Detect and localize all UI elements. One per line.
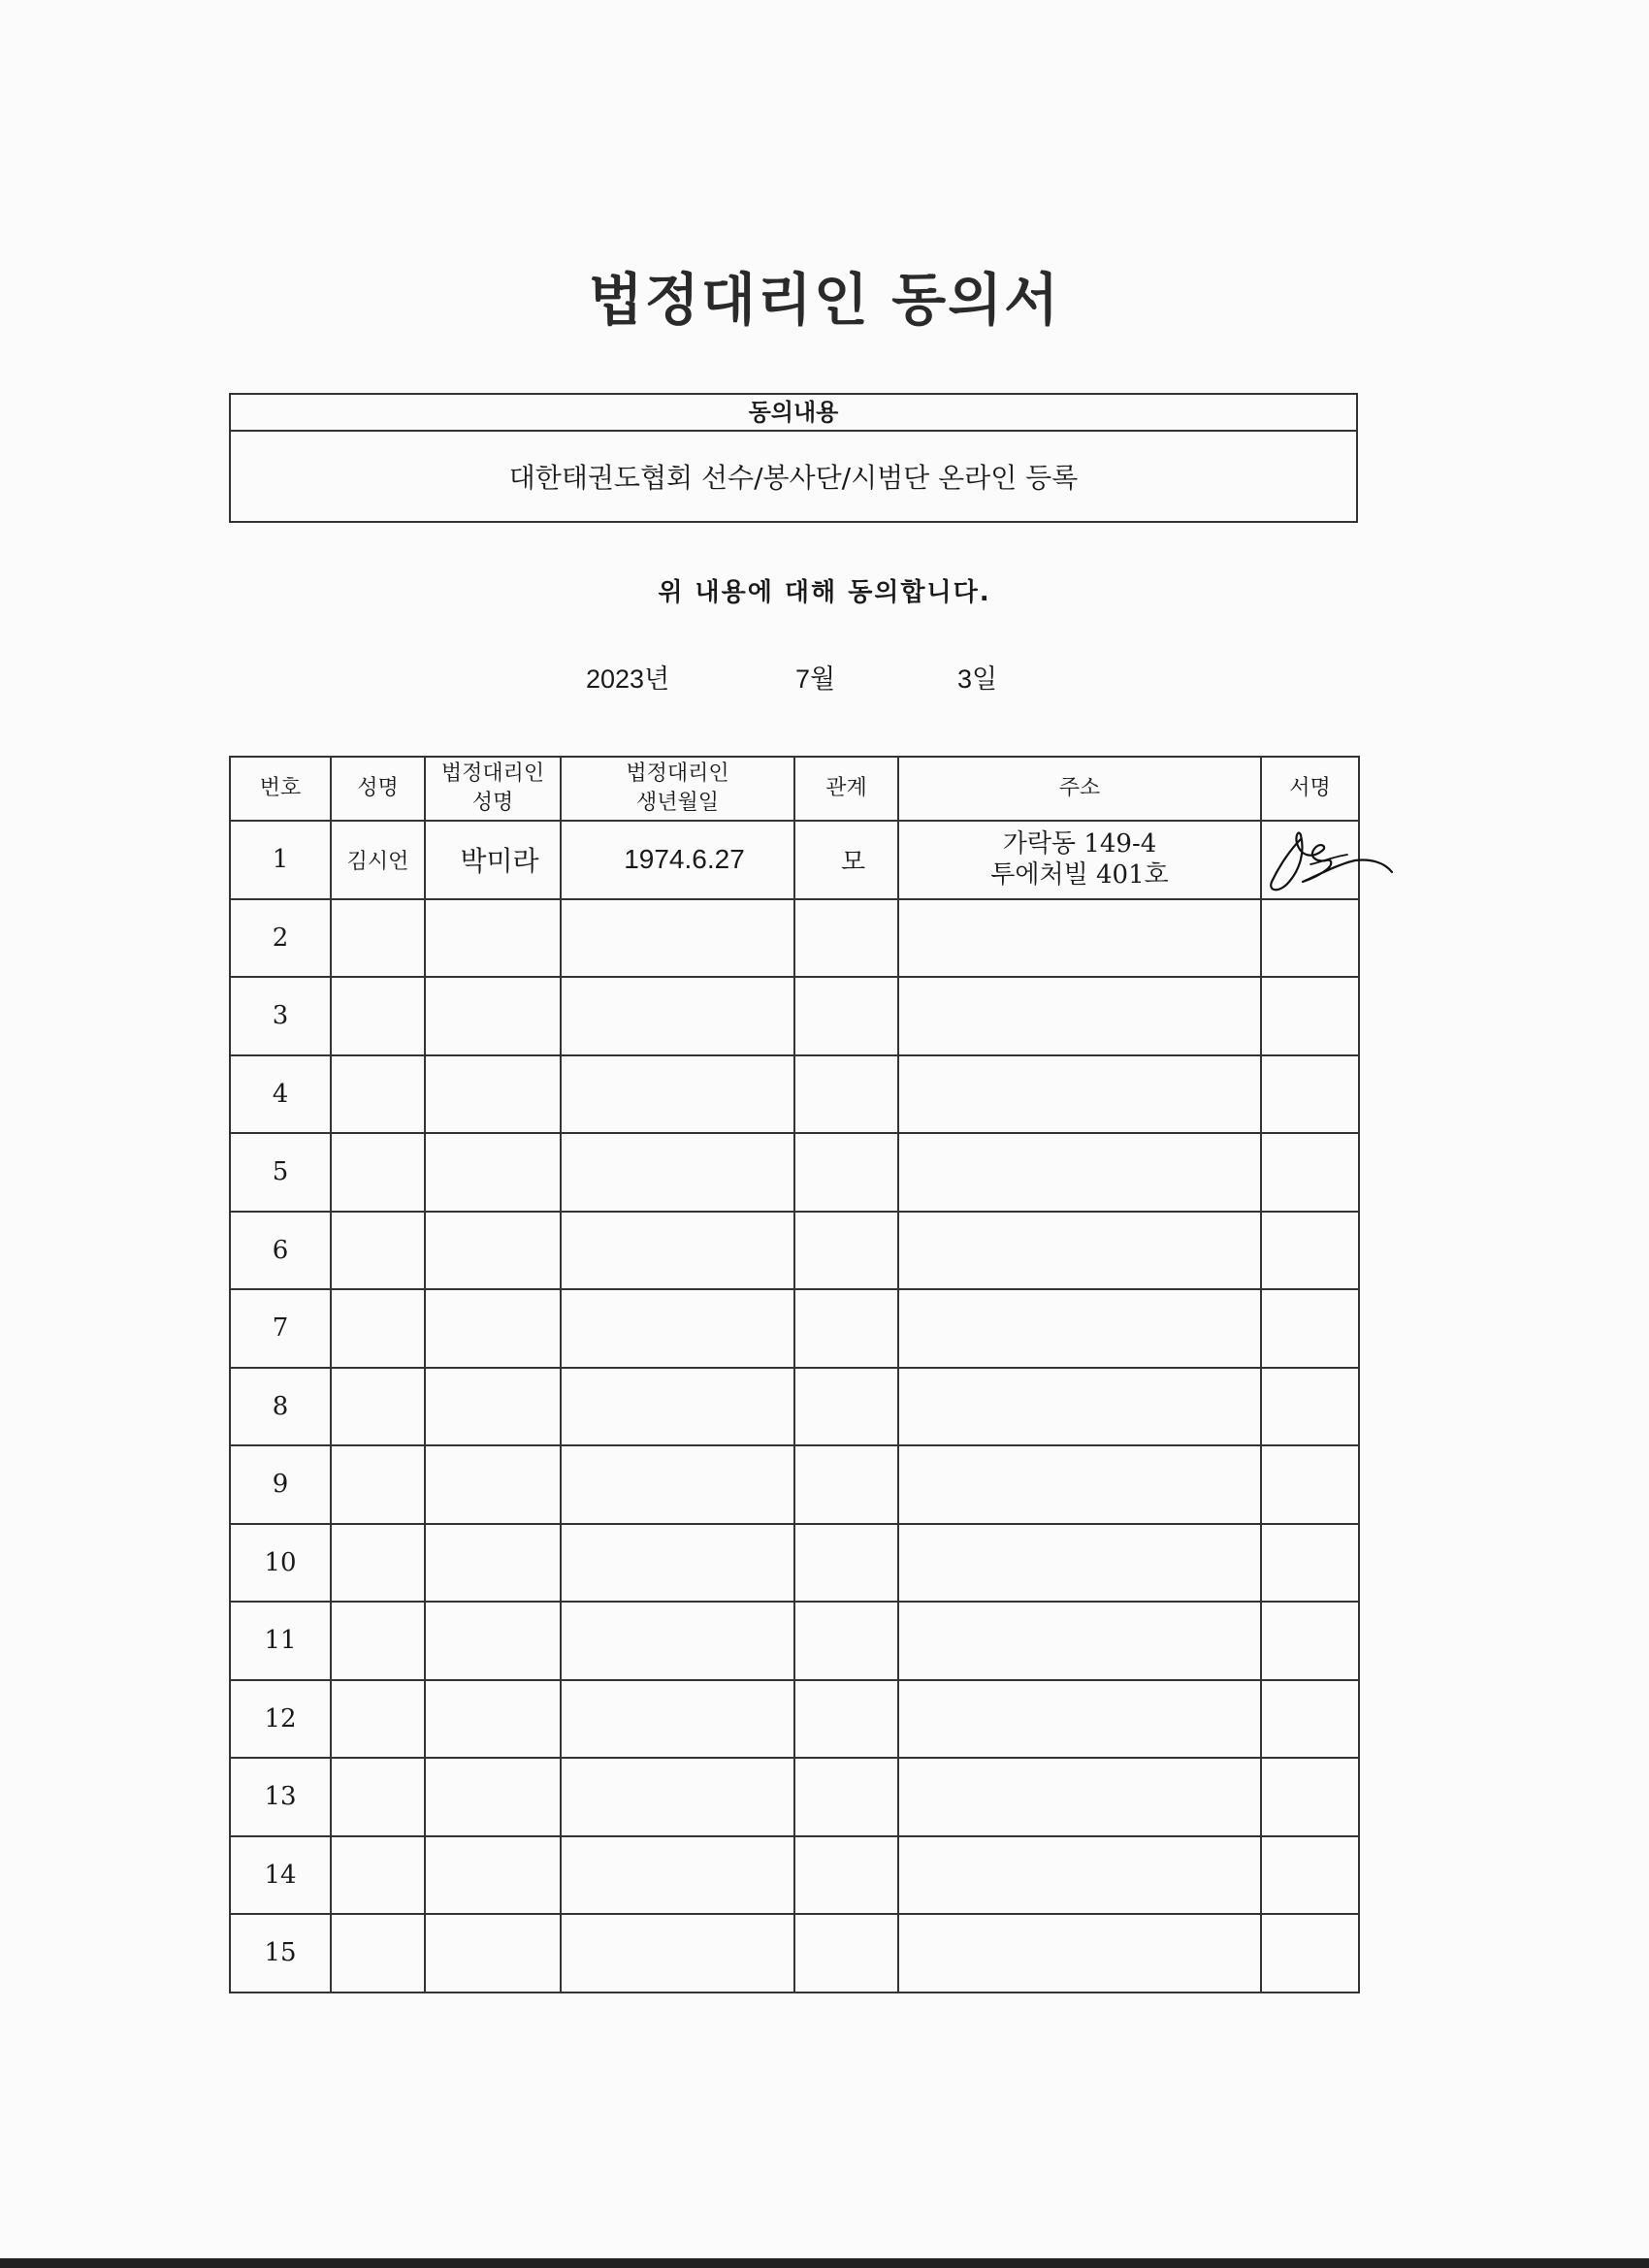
cell-guardian-name	[425, 1133, 561, 1212]
cell-address	[898, 1289, 1261, 1368]
cell-no: 8	[230, 1368, 331, 1446]
cell-signature	[1261, 821, 1359, 899]
scan-edge-bar	[0, 2258, 1649, 2268]
cell-address	[898, 1055, 1261, 1134]
cell-relation	[794, 1445, 898, 1524]
header-guardian-birth-line1: 법정대리인	[626, 761, 729, 786]
cell-no: 7	[230, 1289, 331, 1368]
header-no: 번호	[230, 757, 331, 821]
header-guardian-birth-line2: 생년월일	[635, 791, 719, 815]
table-row	[230, 1914, 1359, 1993]
header-guardian-name-line1: 법정대리인	[440, 761, 545, 786]
cell-guardian-name	[425, 1836, 561, 1915]
cell-address	[898, 1133, 1261, 1212]
cell-signature	[1261, 1289, 1359, 1368]
cell-guardian-name	[425, 1055, 561, 1134]
cell-name	[331, 1212, 425, 1290]
cell-address	[898, 1445, 1261, 1524]
table-row	[230, 899, 1359, 978]
table-row	[230, 1055, 1359, 1134]
cell-address	[898, 1836, 1261, 1915]
cell-guardian-birth	[561, 1758, 794, 1836]
cell-relation	[794, 1680, 898, 1759]
cell-relation	[794, 1055, 898, 1134]
cell-guardian-birth	[561, 1133, 794, 1212]
cell-guardian-birth	[561, 977, 794, 1055]
cell-no: 4	[230, 1055, 331, 1134]
cell-signature	[1261, 1445, 1359, 1524]
cell-guardian-birth	[561, 1914, 794, 1993]
cell-address	[898, 1368, 1261, 1446]
cell-name	[331, 1836, 425, 1915]
cell-guardian-birth	[561, 899, 794, 978]
cell-no: 6	[230, 1212, 331, 1290]
table-row	[230, 1602, 1359, 1680]
consent-content: 대한태권도협회 선수/봉사단/시범단 온라인 등록	[508, 462, 1079, 494]
cell-guardian-birth	[561, 1368, 794, 1446]
guardian-registration-table	[229, 756, 1360, 1993]
cell-guardian-name	[425, 1914, 561, 1993]
header-guardian-name	[425, 757, 561, 821]
cell-name: 김시언	[331, 821, 425, 899]
cell-guardian-name	[425, 1212, 561, 1290]
handwritten-signature	[1262, 822, 1398, 899]
cell-name	[331, 1758, 425, 1836]
header-address: 주소	[898, 757, 1261, 821]
cell-name	[331, 1914, 425, 1993]
cell-no: 10	[230, 1524, 331, 1603]
cell-signature	[1261, 899, 1359, 978]
cell-signature	[1261, 1055, 1359, 1134]
consent-box	[229, 393, 1358, 523]
cell-relation	[794, 1602, 898, 1680]
cell-guardian-name	[425, 1289, 561, 1368]
table-row	[230, 1758, 1359, 1836]
table-row	[230, 1680, 1359, 1759]
date-day: 3일	[957, 664, 998, 694]
cell-name	[331, 977, 425, 1055]
cell-relation	[794, 899, 898, 978]
cell-name	[331, 899, 425, 978]
cell-name	[331, 1055, 425, 1134]
cell-no: 1	[230, 821, 331, 899]
cell-no: 3	[230, 977, 331, 1055]
table-row	[230, 1212, 1359, 1290]
cell-relation	[794, 977, 898, 1055]
cell-address	[898, 1758, 1261, 1836]
cell-guardian-birth	[561, 1445, 794, 1524]
cell-name	[331, 1602, 425, 1680]
date-year: 2023년	[586, 664, 670, 694]
cell-name	[331, 1368, 425, 1446]
cell-signature	[1261, 1758, 1359, 1836]
cell-guardian-birth	[561, 1524, 794, 1603]
address-line1: 가락동 149-4	[1002, 829, 1157, 859]
cell-guardian-birth: 1974.6.27	[561, 821, 794, 899]
cell-name	[331, 1133, 425, 1212]
page-title: 법정대리인 동의서	[588, 267, 1061, 333]
table-row	[230, 1445, 1359, 1524]
cell-address	[898, 1680, 1261, 1759]
cell-guardian-name	[425, 1524, 561, 1603]
cell-name	[331, 1445, 425, 1524]
cell-address	[898, 821, 1261, 899]
cell-signature	[1261, 1524, 1359, 1603]
cell-guardian-birth	[561, 1680, 794, 1759]
cell-guardian-name	[425, 977, 561, 1055]
cell-signature	[1261, 1836, 1359, 1915]
cell-relation: 모	[794, 821, 898, 899]
cell-relation	[794, 1524, 898, 1603]
table-row	[230, 1836, 1359, 1915]
cell-address	[898, 977, 1261, 1055]
consent-header: 동의내용	[231, 395, 1356, 432]
cell-guardian-name	[425, 1445, 561, 1524]
cell-guardian-birth	[561, 1055, 794, 1134]
table-header-row	[230, 757, 1359, 821]
cell-relation	[794, 1758, 898, 1836]
cell-guardian-name	[425, 1602, 561, 1680]
address-line2: 투에처빌 401호	[990, 860, 1169, 891]
cell-signature	[1261, 1368, 1359, 1446]
cell-name	[331, 1524, 425, 1603]
table-row	[230, 1133, 1359, 1212]
header-relation: 관계	[794, 757, 898, 821]
cell-relation	[794, 1133, 898, 1212]
cell-no: 15	[230, 1914, 331, 1993]
cell-guardian-name	[425, 1368, 561, 1446]
cell-relation	[794, 1289, 898, 1368]
cell-signature	[1261, 1133, 1359, 1212]
table-row	[230, 977, 1359, 1055]
cell-guardian-name	[425, 1758, 561, 1836]
header-guardian-name-line2: 성명	[471, 791, 514, 815]
cell-address	[898, 1602, 1261, 1680]
cell-signature	[1261, 1212, 1359, 1290]
cell-no: 14	[230, 1836, 331, 1915]
date-month: 7월	[795, 664, 836, 694]
cell-address	[898, 1212, 1261, 1290]
table-row	[230, 821, 1359, 899]
cell-guardian-birth	[561, 1836, 794, 1915]
cell-signature	[1261, 1914, 1359, 1993]
header-name: 성명	[331, 757, 425, 821]
cell-relation	[794, 1914, 898, 1993]
cell-signature	[1261, 1602, 1359, 1680]
header-signature: 서명	[1261, 757, 1359, 821]
table-row	[230, 1524, 1359, 1603]
agreement-statement: 위 내용에 대해 동의합니다.	[658, 578, 991, 607]
cell-address	[898, 1914, 1261, 1993]
cell-no: 11	[230, 1602, 331, 1680]
cell-no: 13	[230, 1758, 331, 1836]
cell-address	[898, 1524, 1261, 1603]
cell-signature	[1261, 977, 1359, 1055]
cell-guardian-name	[425, 899, 561, 978]
cell-no: 2	[230, 899, 331, 978]
cell-guardian-birth	[561, 1602, 794, 1680]
cell-no: 9	[230, 1445, 331, 1524]
table-row	[230, 1368, 1359, 1446]
cell-no: 12	[230, 1680, 331, 1759]
cell-guardian-name	[425, 1680, 561, 1759]
cell-signature	[1261, 1680, 1359, 1759]
cell-guardian-birth	[561, 1289, 794, 1368]
cell-guardian-birth	[561, 1212, 794, 1290]
cell-relation	[794, 1368, 898, 1446]
header-guardian-birth	[561, 757, 794, 821]
cell-name	[331, 1680, 425, 1759]
cell-relation	[794, 1212, 898, 1290]
cell-relation	[794, 1836, 898, 1915]
cell-guardian-name: 박미라	[425, 821, 561, 899]
cell-name	[331, 1289, 425, 1368]
table-row	[230, 1289, 1359, 1368]
cell-address	[898, 899, 1261, 978]
cell-no: 5	[230, 1133, 331, 1212]
